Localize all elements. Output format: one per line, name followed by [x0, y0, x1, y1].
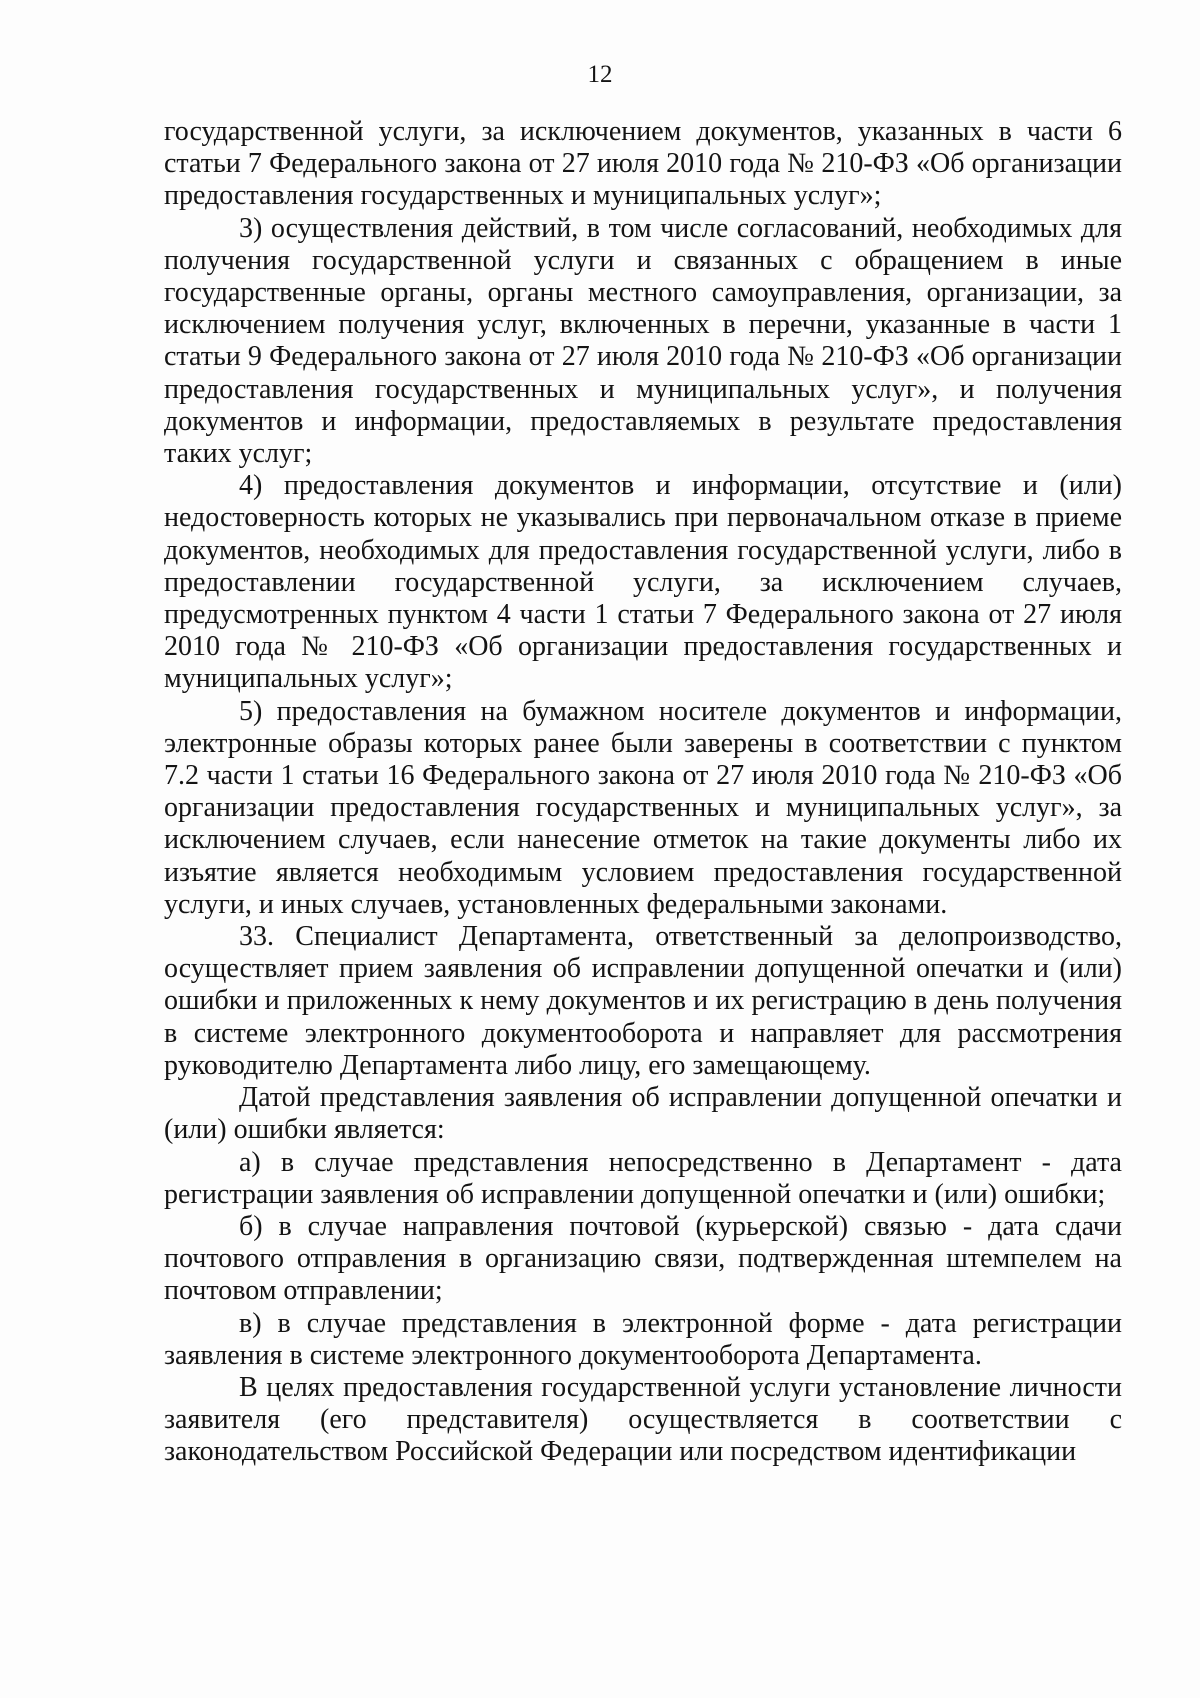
- paragraph-item-a: а) в случае представления непосредственно в Департамент - дата регистрации заявления об исправлении допущенной опечатки и (или) ошибки;: [164, 1146, 1122, 1210]
- page-number: 12: [587, 61, 613, 88]
- paragraph-item-5: 5) предоставления на бумажном носителе документов и информации, электронные образы которых ранее были заверены в соответствии с пунктом 7.2 части 1 статьи 16 Федерального закона от 27 июля 2010 года № 210-ФЗ «Об организации предоставления государственных и муниципальных услуг», за исключением случаев, если нанесение отметок на такие документы либо их изъятие является необходимым условием предоставления государственной услуги, и иных случаев, установленных федеральными законами.: [164, 695, 1122, 920]
- paragraph-section-33: 33. Специалист Департамента, ответственный за делопроизводство, осуществляет прием заявления об исправлении допущенной опечатки и (или) ошибки и приложенных к нему документов и их регистрацию в день получения в системе электронного документооборота и направляет для рассмотрения руководителю Департамента либо лицу, его замещающему.: [164, 921, 1122, 1081]
- paragraph-identity: В целях предоставления государственной услуги установление личности заявителя (его представителя) осуществляется в соответствии с законодательством Российской Федерации или посредством идентификации: [164, 1371, 1122, 1468]
- paragraph-item-3: 3) осуществления действий, в том числе согласований, необходимых для получения государственной услуги и связанных с обращением в иные государственные органы, органы местного самоуправления, организации, за исключением получения услуг, включенных в перечни, указанные в части 1 статьи 9 Федерального закона от 27 июля 2010 года № 210-ФЗ «Об организации предоставления государственных и муниципальных услуг», и получения документов и информации, предоставляемых в результате предоставления таких услуг;: [164, 212, 1122, 470]
- document-body: [164, 116, 1122, 1469]
- paragraph-item-4: 4) предоставления документов и информации, отсутствие и (или) недостоверность которых не указывались при первоначальном отказе в приеме документов, необходимых для предоставления государственной услуги, либо в предоставлении государственной услуги, за исключением случаев, предусмотренных пунктом 4 части 1 статьи 7 Федерального закона от 27 июля 2010 года № 210-ФЗ «Об организации предоставления государственных и муниципальных услуг»;: [164, 470, 1122, 695]
- paragraph-submission-date: Датой представления заявления об исправлении допущенной опечатки и (или) ошибки является:: [164, 1082, 1122, 1146]
- paragraph-continuation: государственной услуги, за исключением документов, указанных в части 6 статьи 7 Федерального закона от 27 июля 2010 года № 210-ФЗ «Об организации предоставления государственных и муниципальных услуг»;: [164, 116, 1122, 212]
- paragraph-item-b: б) в случае направления почтовой (курьерской) связью - дата сдачи почтового отправления в организацию связи, подтвержденная штемпелем на почтовом отправлении;: [164, 1210, 1122, 1307]
- paragraph-item-c: в) в случае представления в электронной форме - дата регистрации заявления в системе электронного документооборота Департамента.: [164, 1307, 1122, 1371]
